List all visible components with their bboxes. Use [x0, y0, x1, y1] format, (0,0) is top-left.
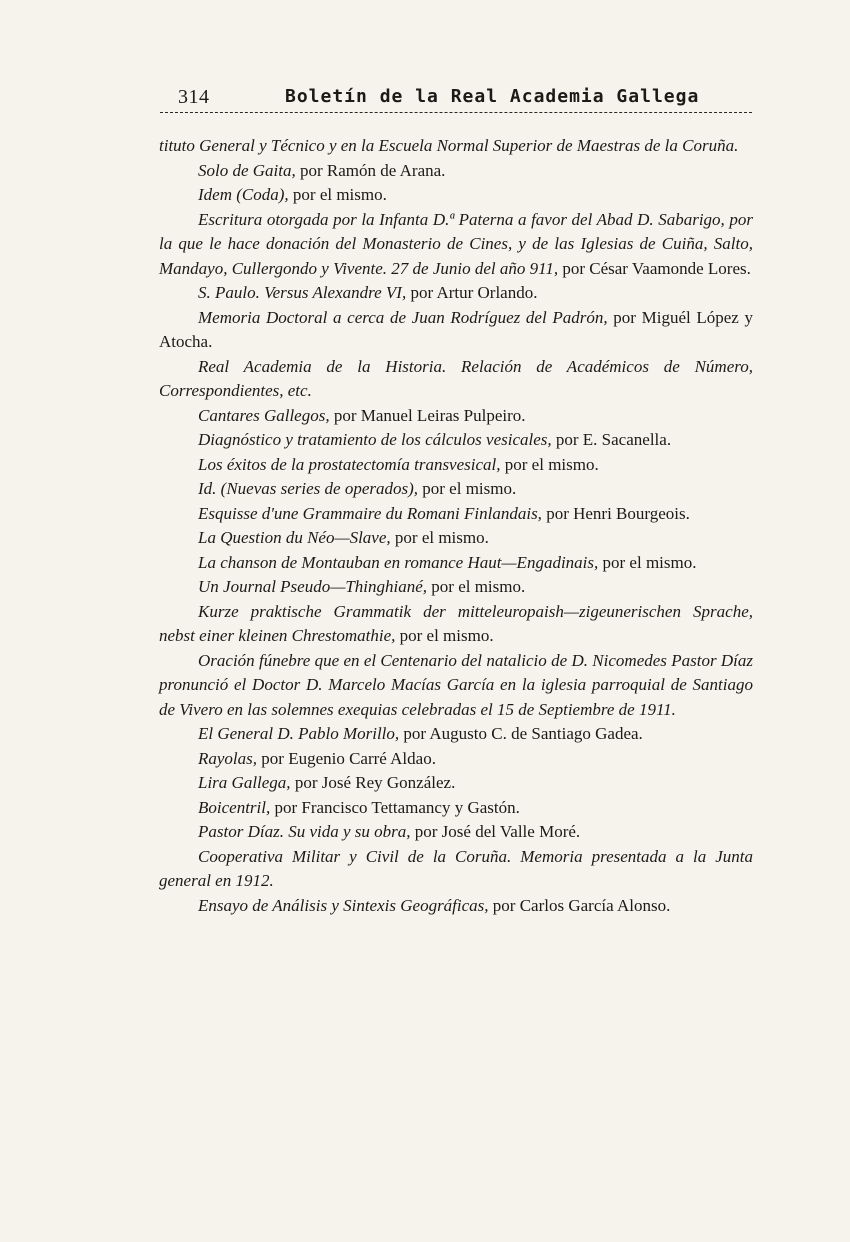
- bibliography-entry: [159, 894, 753, 919]
- bibliography-entry: [159, 722, 753, 747]
- entry-author: por Artur Orlando.: [410, 283, 538, 302]
- entry-title: Idem (Coda),: [198, 185, 289, 204]
- bibliography-entry: [159, 477, 753, 502]
- entry-author: por E. Sacanella.: [555, 430, 672, 449]
- bibliography-entry: [159, 551, 753, 576]
- entry-title: Ensayo de Análisis y Sintexis Geográficas,: [198, 895, 489, 915]
- entry-title: tituto General y Técnico y en la Escuela Normal Superior de Maestras de la Coruña.: [159, 136, 739, 155]
- entry-title: Pastor Díaz. Su vida y su obra,: [198, 822, 411, 841]
- entry-title: Esquisse d'une Grammaire du Romani Finlandais,: [198, 503, 542, 523]
- bibliography-entry: [159, 208, 753, 282]
- entry-title: Los éxitos de la prostatectomía transvesical,: [198, 454, 501, 474]
- running-title: Boletín de la Real Academia Gallega: [285, 86, 700, 107]
- entry-author: por José del Valle Moré.: [414, 822, 581, 841]
- entry-author: por el mismo.: [504, 454, 599, 474]
- entry-title: Kurze praktische Grammatik der mitteleuropaish—zigeunerischen Sprache, nebst einer kleinen Chrestomathie,: [159, 601, 753, 645]
- entry-title: Boicentril,: [198, 797, 271, 817]
- bibliography-entry: [159, 820, 753, 845]
- entry-author: por el mismo.: [399, 626, 494, 645]
- bibliography-entry: [159, 845, 753, 894]
- entry-author: por Carlos García Alonso.: [492, 895, 671, 915]
- entry-title: El General D. Pablo Morillo,: [198, 724, 400, 743]
- entry-title: La Question du Néo—Slave,: [198, 528, 391, 547]
- bibliography-entry: [159, 159, 753, 184]
- entry-title: Diagnóstico y tratamiento de los cálculos vesicales,: [198, 430, 552, 449]
- bibliography-entry: [159, 134, 753, 159]
- entry-title: Id. (Nuevas series de operados),: [198, 479, 419, 498]
- entry-author: por Francisco Tettamancy y Gastón.: [274, 797, 520, 817]
- entry-author: por Henri Bourgeois.: [546, 503, 690, 523]
- entry-title: Memoria Doctoral a cerca de Juan Rodríguez del Padrón,: [198, 307, 608, 327]
- entry-author: por el mismo.: [292, 185, 387, 204]
- bibliography-entry: [159, 649, 753, 723]
- entry-author: por el mismo.: [394, 528, 489, 547]
- bibliography-list: [159, 134, 753, 918]
- entry-title: Escritura otorgada por la Infanta D.ª Paterna a favor del Abad D. Sabarigo, por la que le hace donación del Monasterio de Cines, y de las Iglesias de Cuiña, Salto, Mandayo, Cullergondo y Vivente. 27 de Junio del año 911,: [159, 209, 753, 278]
- entry-title: Cooperativa Militar y Civil de la Coruña. Memoria presentada a la Junta general en 1912.: [159, 846, 753, 890]
- bibliography-entry: [159, 796, 753, 821]
- bibliography-entry: [159, 575, 753, 600]
- bibliography-entry: [159, 502, 753, 527]
- entry-author: por el mismo.: [431, 577, 526, 596]
- entry-author: por Miguél López y Atocha.: [159, 307, 754, 351]
- bibliography-entry: [159, 771, 753, 796]
- bibliography-entry: [159, 526, 753, 551]
- entry-author: por el mismo.: [602, 552, 697, 572]
- entry-author: por César Vaamonde Lores.: [562, 258, 751, 278]
- entry-author: por el mismo.: [422, 479, 517, 498]
- entry-title: Un Journal Pseudo—Thinghiané,: [198, 577, 428, 596]
- bibliography-entry: [159, 183, 753, 208]
- entry-title: La chanson de Montauban en romance Haut—Engadinais,: [198, 552, 599, 572]
- entry-title: Lira Gallega,: [198, 773, 291, 792]
- bibliography-entry: [159, 428, 753, 453]
- entry-title: Oración fúnebre que en el Centenario del natalicio de D. Nicomedes Pastor Díaz pronunció el Doctor D. Marcelo Macías García en la iglesia parroquial de Santiago de Vivero en las solemnes exequias celebradas el 15 de Septiembre de 1911.: [159, 650, 753, 719]
- bibliography-entry: [159, 306, 753, 355]
- page-number: 314: [178, 86, 210, 108]
- bibliography-entry: [159, 747, 753, 772]
- entry-title: Cantares Gallegos,: [198, 405, 330, 425]
- entry-title: Real Academia de la Historia. Relación de Académicos de Número, Correspondientes, etc.: [159, 356, 753, 400]
- bibliography-entry: [159, 453, 753, 478]
- entry-title: Rayolas,: [198, 748, 258, 768]
- entry-title: S. Paulo. Versus Alexandre VI,: [198, 283, 407, 302]
- bibliography-entry: [159, 600, 753, 649]
- page-header: [160, 82, 752, 113]
- bibliography-entry: [159, 355, 753, 404]
- bibliography-entry: [159, 281, 753, 306]
- entry-author: por José Rey González.: [294, 773, 456, 792]
- entry-title: Solo de Gaita,: [198, 160, 296, 180]
- entry-author: por Eugenio Carré Aldao.: [261, 748, 436, 768]
- entry-author: por Ramón de Arana.: [300, 160, 446, 180]
- entry-author: por Manuel Leiras Pulpeiro.: [333, 405, 526, 425]
- bibliography-entry: [159, 404, 753, 429]
- entry-author: por Augusto C. de Santiago Gadea.: [403, 724, 643, 743]
